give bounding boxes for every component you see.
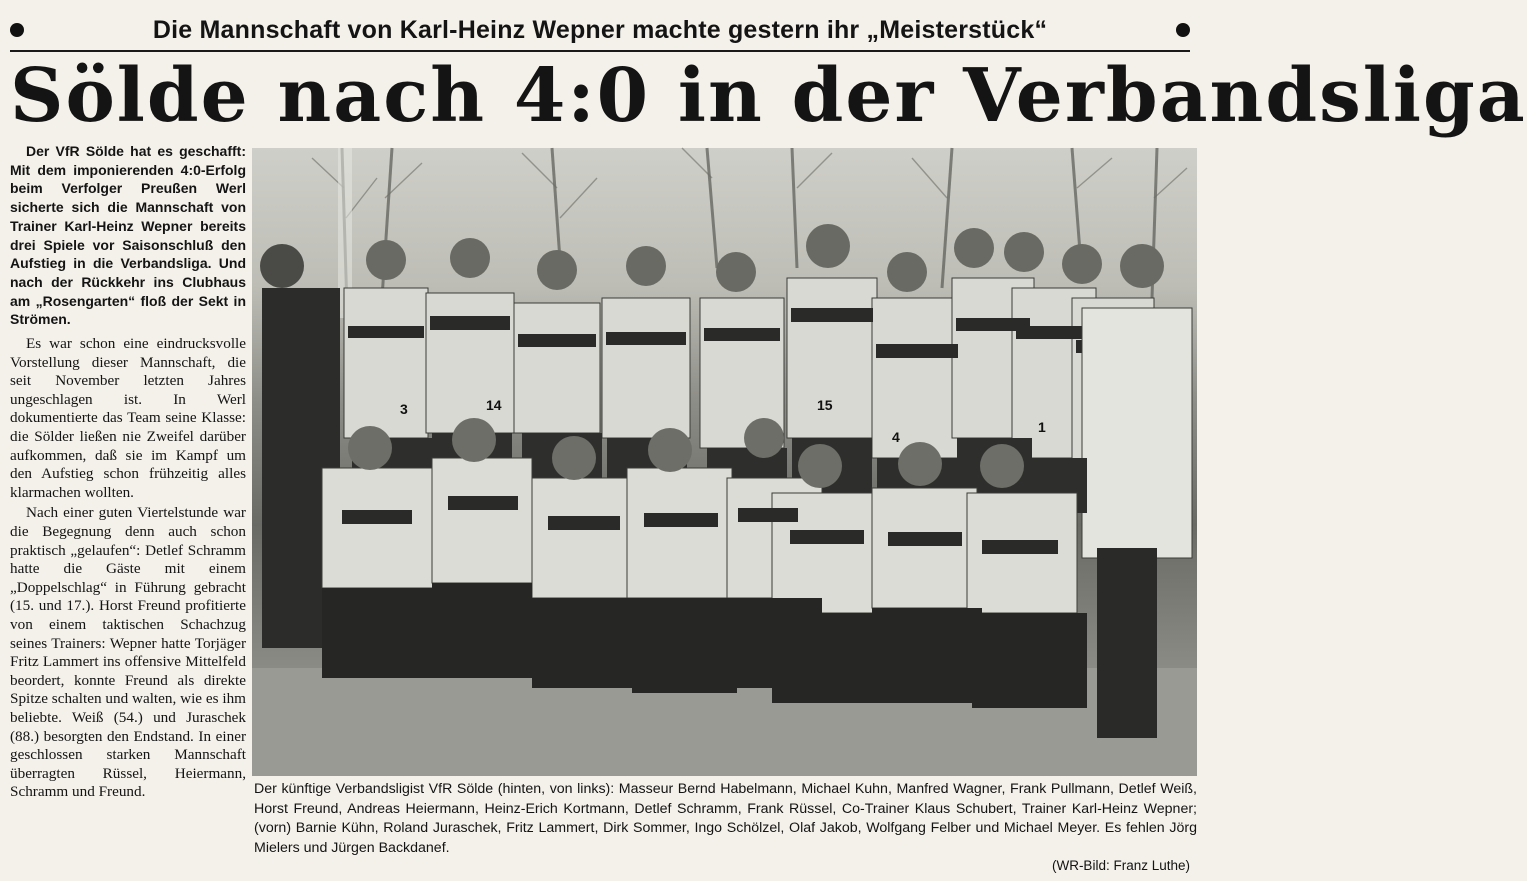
article-paragraph: Es war schon eine eindrucksvolle Vorstellung dieser Mannschaft, die seit November letzten Jahres ungeschlagen ist. In Werl dokumentierte das Team seine Klasse: die Sölder ließen nie Zweifel darüber aufkommen, daß sie im Kampf um den Aufstieg schon frühzeitig alles klarmachen wollten. xyxy=(10,335,246,501)
jersey-number: 15 xyxy=(817,397,833,413)
team-photo-illustration xyxy=(252,148,1197,776)
photo-caption: Der künftige Verbandsligist VfR Sölde (hinten, von links): Masseur Bernd Habelmann, Michael Kuhn, Manfred Wagner, Frank Pullmann, Detlef Weiß, Horst Freund, Andreas Heiermann, Heinz-Erich Kortmann, Detlef Schramm, Frank Rüssel, Co-Trainer Klaus Schubert, Trainer Karl-Heinz Wepner; (vorn) Barnie Kühn, Roland Juraschek, Fritz Lammert, Dirk Sommer, Ingo Schölzel, Olaf Jakob, Wolfgang Felber und Michael Meyer. Es fehlen Jörg Mielers und Jürgen Backdanef. xyxy=(254,781,1197,856)
headline: Sölde nach 4:0 in der Verbandsliga xyxy=(10,53,1527,139)
jersey-number: 4 xyxy=(892,429,900,445)
kicker-text: Die Mannschaft von Karl-Heinz Wepner machte gestern ihr „Meisterstück“ xyxy=(152,15,1048,44)
jersey-number: 14 xyxy=(486,397,502,413)
bullet-left-icon xyxy=(10,23,24,37)
kicker-line xyxy=(10,10,1190,52)
jersey-number: 3 xyxy=(400,401,408,417)
bullet-right-icon xyxy=(1176,23,1190,37)
article-paragraph: Nach einer guten Viertelstunde war die Begegnung denn auch schon praktisch „gelaufen“: Detlef Schramm hatte die Gäste mit einem „Doppelschlag“ in Führung gebracht (15. und 17.). Horst Freund profitierte von einem taktischen Schachzug seines Trainers: Wepner hatte Torjäger Fritz Lammert ins offensive Mittelfeld beordert, konnte Freund als direkte Spitze schalten und walten, wie es ihm beliebte. Weiß (54.) und Juraschek (88.) besorgten den Endstand. In einer geschlossen starken Mannschaft überragten Rüssel, Heiermann, Schramm und Freund. xyxy=(10,504,246,801)
article-lead: Der VfR Sölde hat es geschafft: Mit dem imponierenden 4:0-Erfolg beim Verfolger Preußen Werl sicherte sich die Mannschaft von Trainer Karl-Heinz Wepner bereits drei Spiele vor Saisonschluß den Aufstieg in die Verbandsliga. Und nach der Rückkehr ins Clubhaus am „Rosengarten“ floß der Sekt in Strömen. xyxy=(10,143,246,328)
article-column xyxy=(10,142,246,877)
photo-credit: (WR-Bild: Franz Luthe) xyxy=(1051,858,1190,873)
team-photo xyxy=(252,148,1197,776)
jersey-number: 1 xyxy=(1038,419,1046,435)
